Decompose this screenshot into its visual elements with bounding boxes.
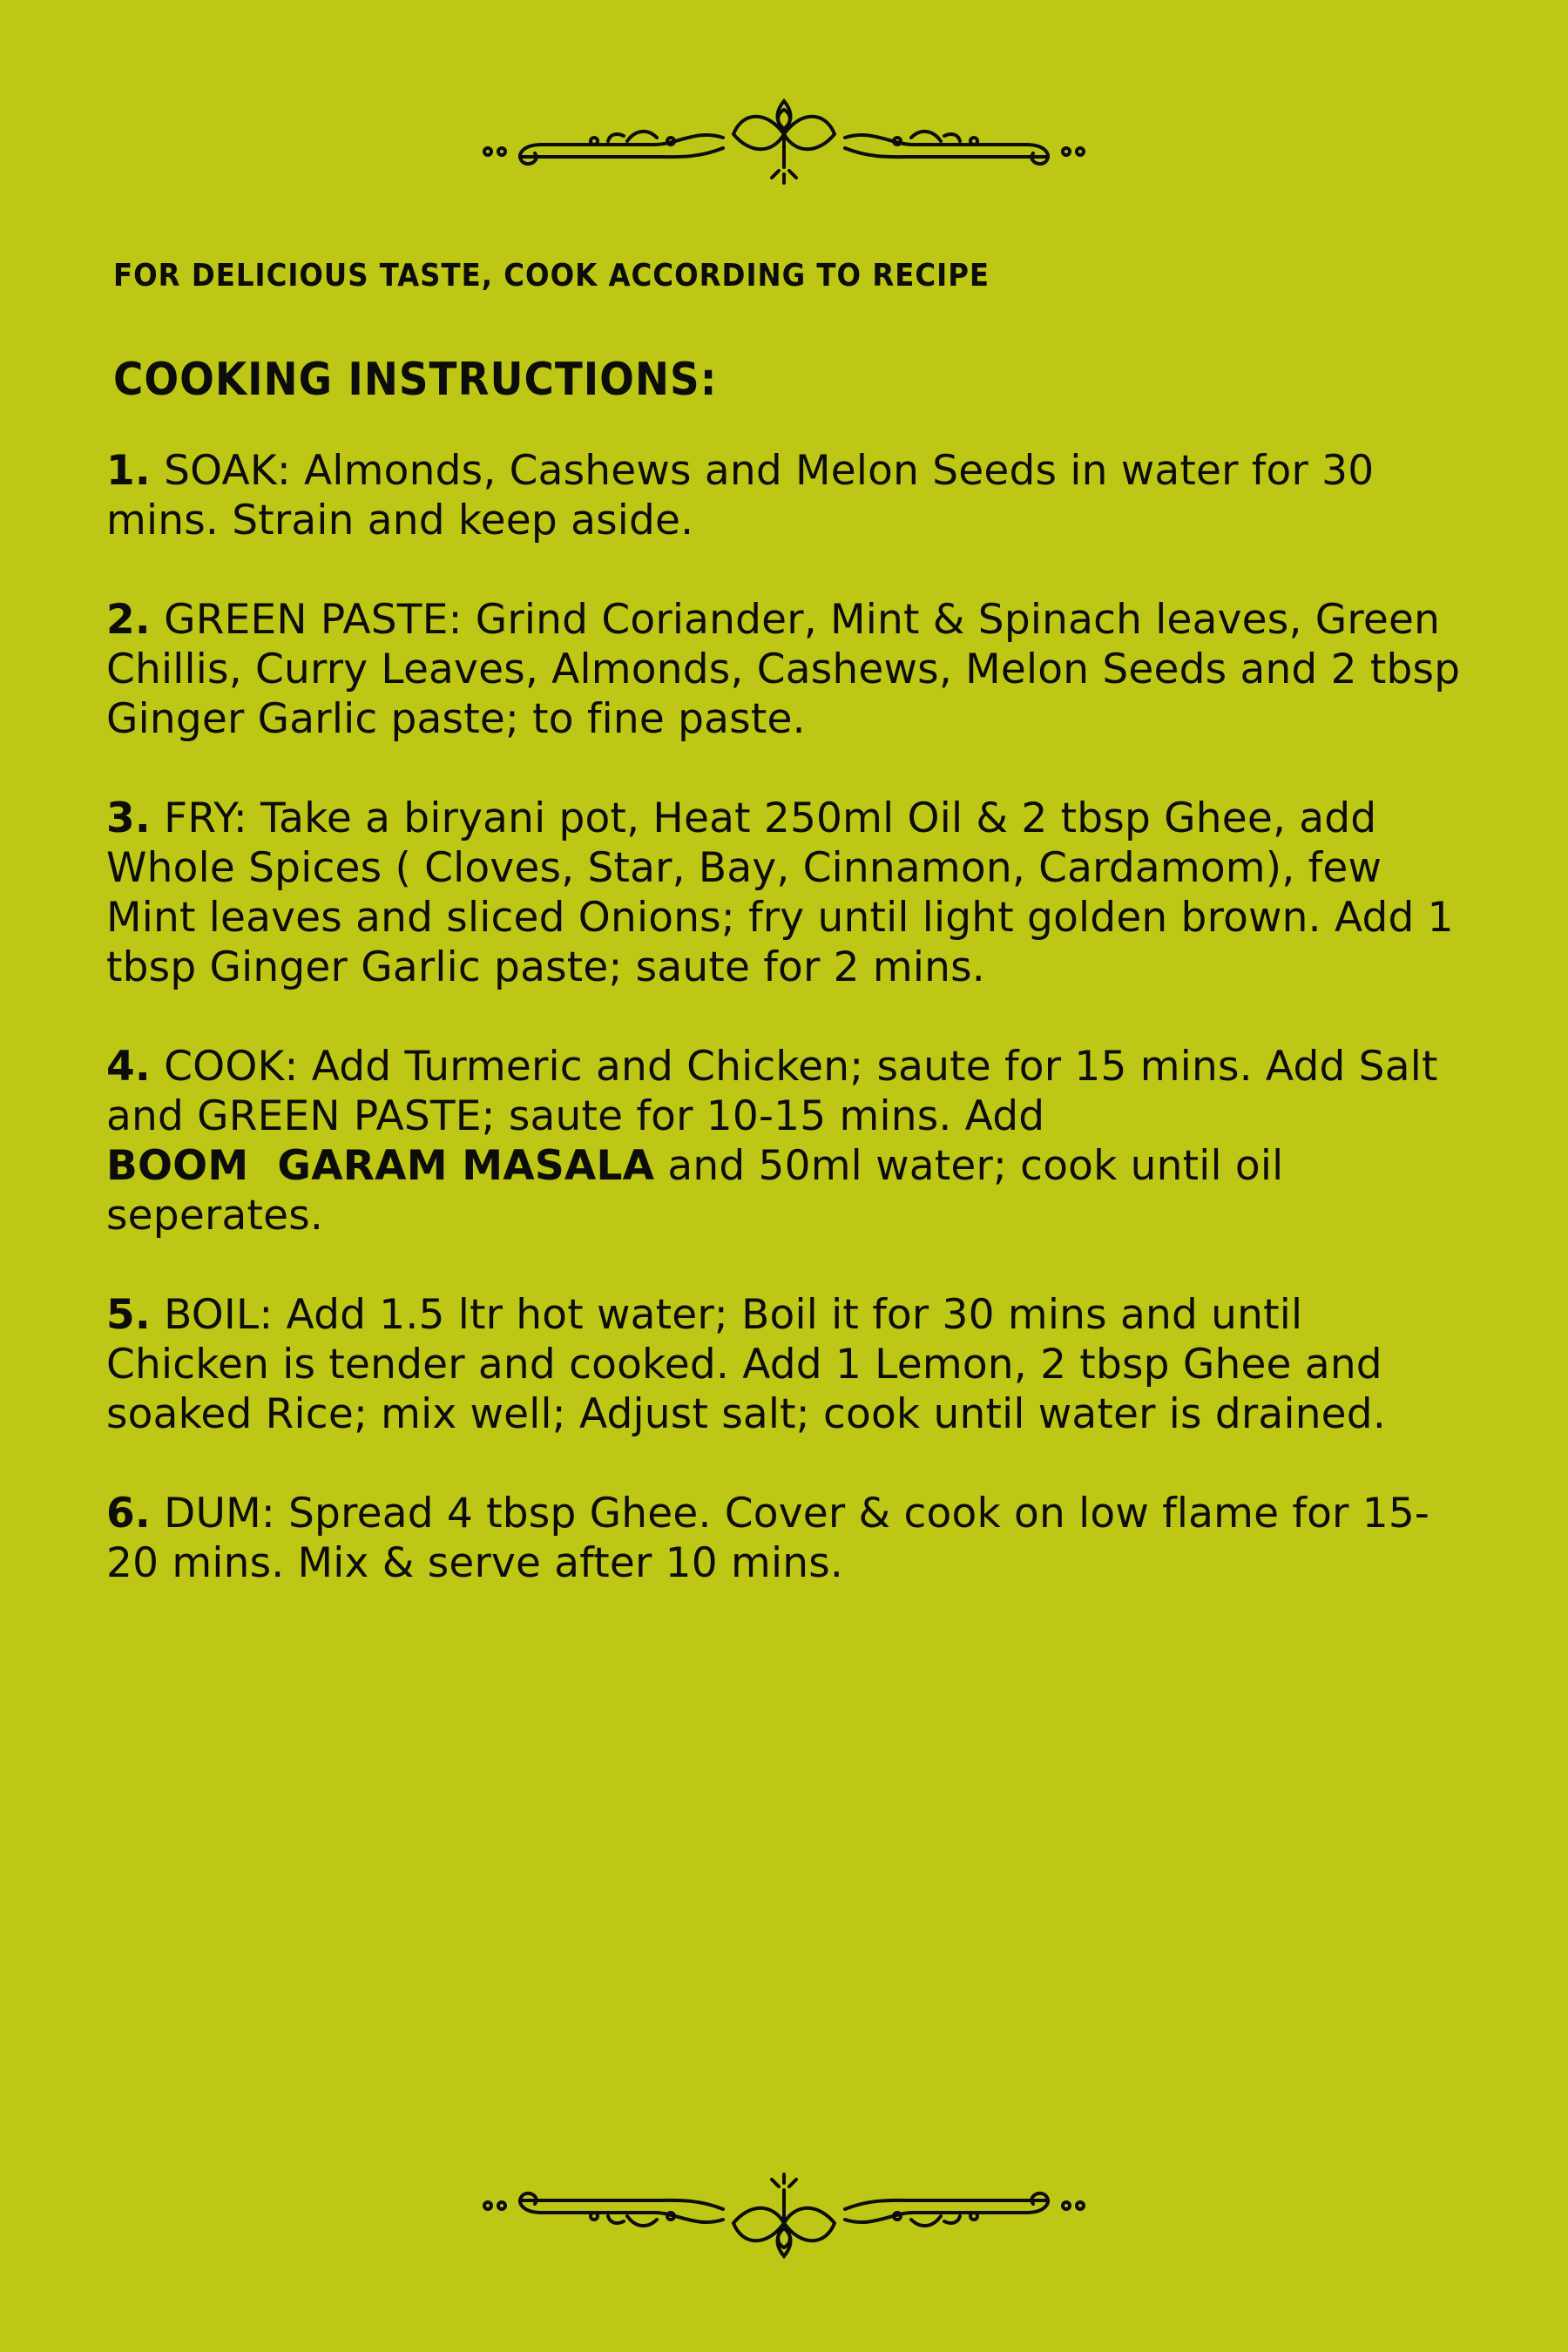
step-number: 4. — [106, 1043, 151, 1091]
brand-name: BOOM GARAM MASALA — [106, 1142, 655, 1190]
instruction-step-4 — [106, 1042, 1465, 1240]
step-text: SOAK: Almonds, Cashews and Melon Seeds in water for 30 mins. Strain and keep aside. — [106, 447, 1375, 544]
step-number: 6. — [106, 1490, 151, 1538]
instruction-step-2 — [106, 595, 1465, 744]
step-number: 1. — [106, 447, 151, 495]
step-text: GREEN PASTE: Grind Coriander, Mint & Spinach leaves, Green Chillis, Curry Leaves, Almonds, Cashews, Melon Seeds and 2 tbsp Ginger Garlic paste; to fine paste. — [106, 596, 1461, 743]
instruction-step-3 — [106, 794, 1465, 992]
step-number: 3. — [106, 794, 151, 842]
step-text: FRY: Take a biryani pot, Heat 250ml Oil & 2 tbsp Ghee, add Whole Spices ( Cloves, Star, Bay, Cinnamon, Cardamom), few Mint leaves and sliced Onions; fry until light golden brown. Add 1 tbsp Ginger Garlic paste; saute for 2 mins. — [106, 794, 1454, 991]
top-ornament — [0, 84, 1568, 197]
step-text-continued: and 50ml water; cook until oil seperates. — [106, 1142, 1284, 1240]
instruction-step-1 — [106, 446, 1465, 545]
flourish-bottom-icon — [462, 2160, 1106, 2274]
step-text: DUM: Spread 4 tbsp Ghee. Cover & cook on low flame for 15-20 mins. Mix & serve after 10 mins. — [106, 1490, 1430, 1587]
instruction-step-5 — [106, 1290, 1465, 1439]
page-title: COOKING INSTRUCTIONS: — [113, 354, 718, 406]
flourish-top-icon — [462, 84, 1106, 197]
step-text: COOK: Add Turmeric and Chicken; saute for 15 mins. Add Salt and GREEN PASTE; saute for 10-15 mins. Add — [106, 1043, 1438, 1140]
tagline: FOR DELICIOUS TASTE, COOK ACCORDING TO RECIPE — [113, 258, 990, 294]
step-text: BOIL: Add 1.5 ltr hot water; Boil it for 30 mins and until Chicken is tender and cooked. Add 1 Lemon, 2 tbsp Ghee and soaked Rice; mix well; Adjust salt; cook until water is drained. — [106, 1291, 1386, 1438]
step-number: 2. — [106, 596, 151, 644]
step-number: 5. — [106, 1291, 151, 1339]
instruction-step-6 — [106, 1489, 1465, 1588]
bottom-ornament — [0, 2160, 1568, 2274]
instruction-list — [106, 446, 1465, 1638]
